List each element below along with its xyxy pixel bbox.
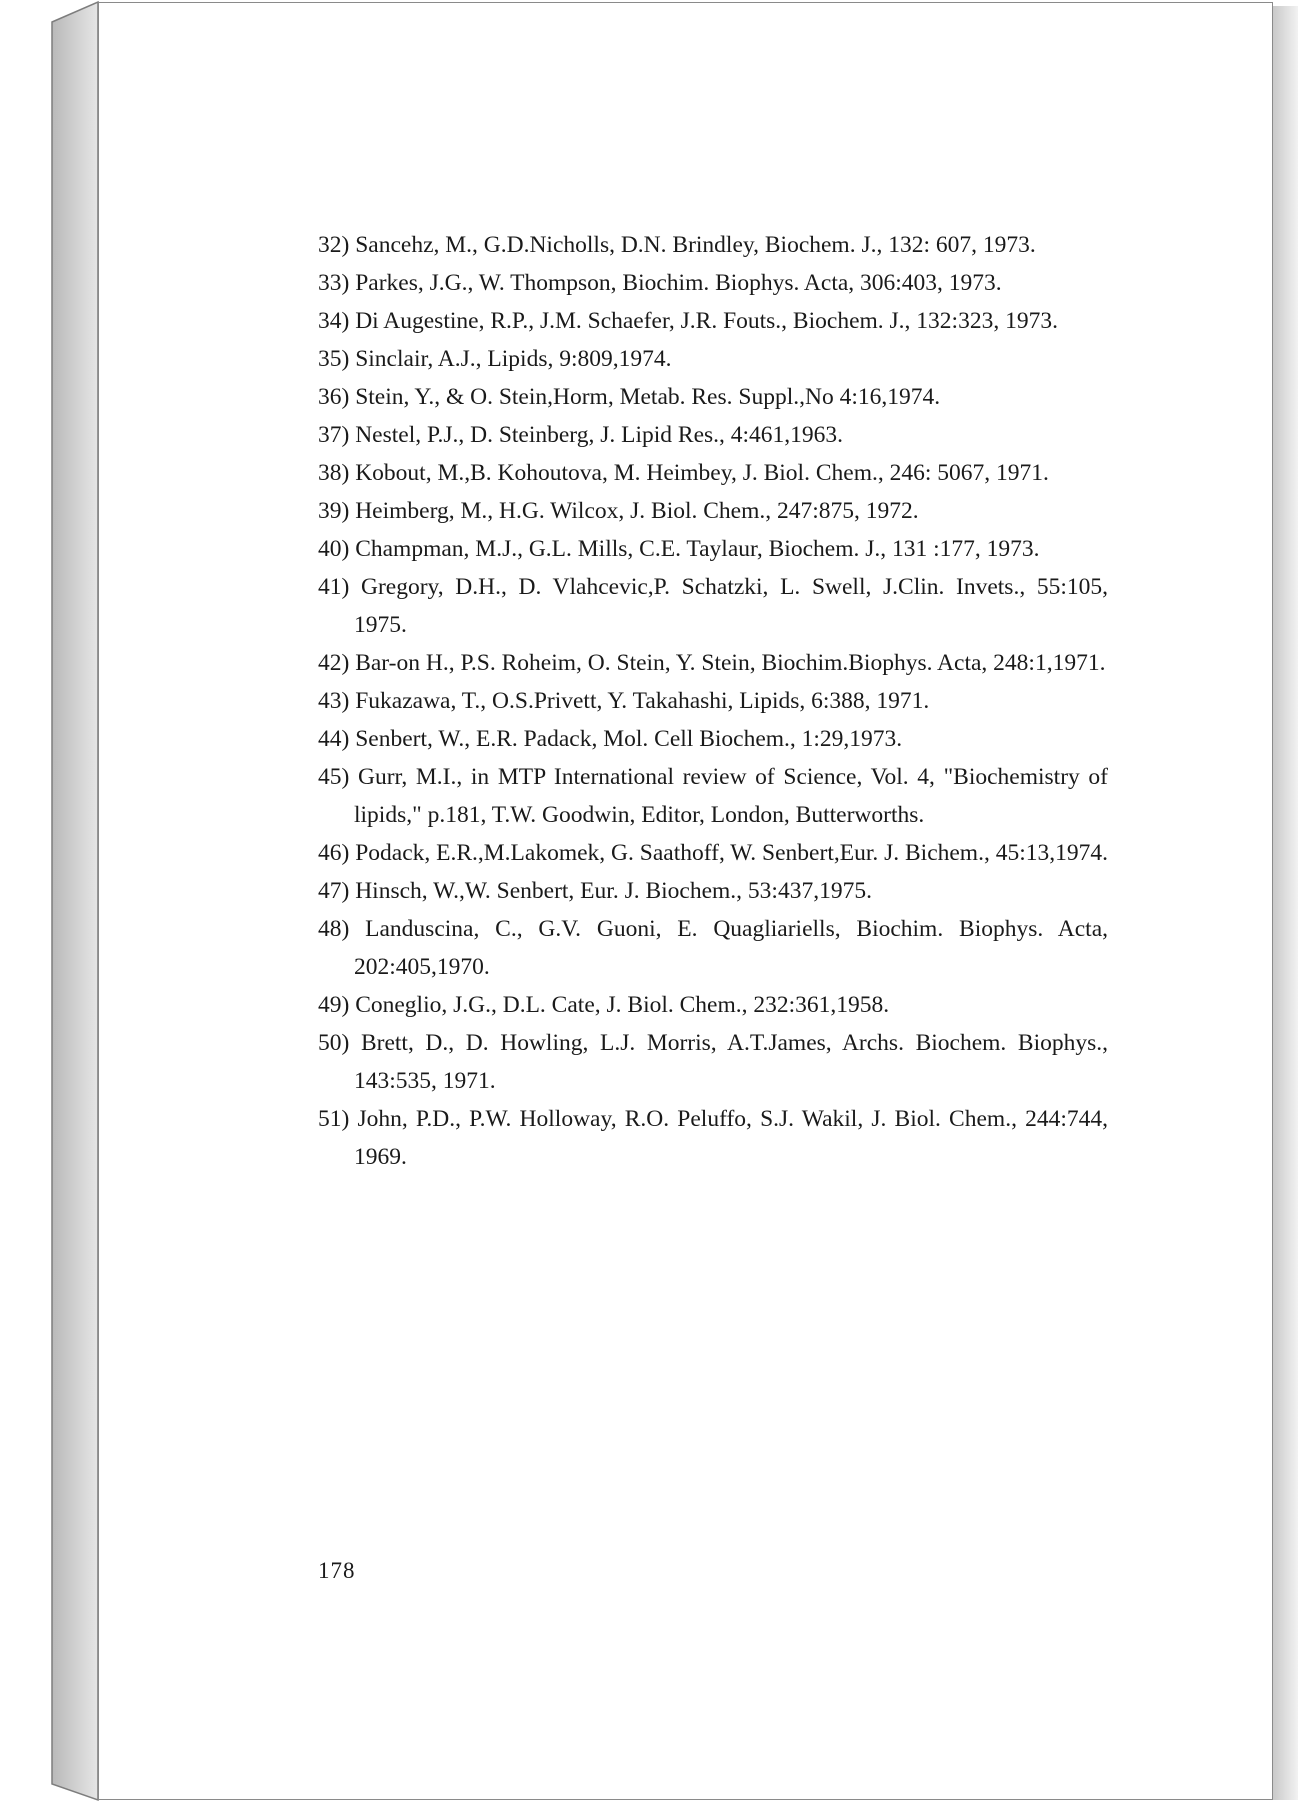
reference-item	[318, 378, 1108, 416]
reference-text: Fukazawa, T., O.S.Privett, Y. Takahashi, Lipids, 6:388, 1971.	[355, 688, 930, 714]
reference-item	[318, 492, 1108, 530]
reference-item	[318, 872, 1108, 910]
reference-item	[318, 568, 1108, 644]
reference-text: Coneglio, J.G., D.L. Cate, J. Biol. Chem., 232:361,1958.	[355, 992, 890, 1018]
reference-item	[318, 682, 1108, 720]
reference-item	[318, 644, 1108, 682]
reference-item	[318, 910, 1108, 986]
reference-text: Gregory, D.H., D. Vlahcevic,P. Schatzki, L. Swell, J.Clin. Invets., 55:105, 1975.	[354, 574, 1108, 638]
reference-text: Heimberg, M., H.G. Wilcox, J. Biol. Chem., 247:875, 1972.	[355, 498, 919, 524]
reference-text: Senbert, W., E.R. Padack, Mol. Cell Biochem., 1:29,1973.	[355, 726, 903, 752]
reference-number: 43)	[318, 688, 356, 714]
reference-number: 40)	[318, 536, 356, 562]
reference-text: Nestel, P.J., D. Steinberg, J. Lipid Res., 4:461,1963.	[355, 422, 844, 448]
reference-text: Bar-on H., P.S. Roheim, O. Stein, Y. Stein, Biochim.Biophys. Acta, 248:1,1971.	[355, 650, 1106, 676]
reference-number: 41)	[318, 574, 361, 600]
page-edge-shadow	[1273, 6, 1298, 1800]
reference-text: Landuscina, C., G.V. Guoni, E. Quagliariells, Biochim. Biophys. Acta, 202:405,1970.	[354, 916, 1108, 980]
reference-text: John, P.D., P.W. Holloway, R.O. Peluffo, S.J. Wakil, J. Biol. Chem., 244:744, 1969.	[354, 1106, 1109, 1170]
reference-number: 49)	[318, 992, 356, 1018]
reference-number: 46)	[318, 840, 356, 866]
reference-text: Di Augestine, R.P., J.M. Schaefer, J.R. Fouts., Biochem. J., 132:323, 1973.	[355, 308, 1058, 334]
reference-number: 36)	[318, 384, 356, 410]
reference-number: 38)	[318, 460, 356, 486]
reference-text: Stein, Y., & O. Stein,Horm, Metab. Res. Suppl.,No 4:16,1974.	[355, 384, 941, 410]
reference-text: Parkes, J.G., W. Thompson, Biochim. Biophys. Acta, 306:403, 1973.	[355, 270, 1002, 296]
reference-number: 44)	[318, 726, 356, 752]
reference-number: 42)	[318, 650, 356, 676]
reference-item	[318, 1024, 1108, 1100]
reference-item	[318, 264, 1108, 302]
reference-text: Kobout, M.,B. Kohoutova, M. Heimbey, J. Biol. Chem., 246: 5067, 1971.	[355, 460, 1049, 486]
reference-number: 48)	[318, 916, 366, 942]
reference-number: 35)	[318, 346, 356, 372]
reference-item	[318, 226, 1108, 264]
reference-text: Gurr, M.I., in MTP International review of Science, Vol. 4, "Biochemistry of lipids," p.181, T.W. Goodwin, Editor, London, Butterworths.	[354, 764, 1108, 828]
reference-number: 51)	[318, 1106, 358, 1132]
reference-item	[318, 1100, 1108, 1176]
reference-number: 50)	[318, 1030, 361, 1056]
reference-item	[318, 454, 1108, 492]
reference-item	[318, 758, 1108, 834]
reference-item	[318, 834, 1108, 872]
reference-item	[318, 302, 1108, 340]
reference-number: 45)	[318, 764, 358, 790]
reference-text: Sancehz, M., G.D.Nicholls, D.N. Brindley, Biochem. J., 132: 607, 1973.	[355, 232, 1036, 258]
reference-item	[318, 986, 1108, 1024]
reference-number: 39)	[318, 498, 356, 524]
reference-text: Brett, D., D. Howling, L.J. Morris, A.T.James, Archs. Biochem. Biophys., 143:535, 1971.	[354, 1030, 1109, 1094]
reference-text: Champman, M.J., G.L. Mills, C.E. Taylaur, Biochem. J., 131 :177, 1973.	[355, 536, 1040, 562]
page-number: 178	[318, 1558, 356, 1583]
reference-number: 32)	[318, 232, 356, 258]
reference-number: 33)	[318, 270, 356, 296]
reference-number: 37)	[318, 422, 356, 448]
reference-item	[318, 720, 1108, 758]
reference-text: Sinclair, A.J., Lipids, 9:809,1974.	[355, 346, 672, 372]
reference-item	[318, 340, 1108, 378]
reference-number: 34)	[318, 308, 356, 334]
reference-text: Podack, E.R.,M.Lakomek, G. Saathoff, W. Senbert,Eur. J. Bichem., 45:13,1974.	[355, 840, 1108, 866]
reference-item	[318, 530, 1108, 568]
reference-list	[318, 226, 1108, 1176]
reference-item	[318, 416, 1108, 454]
reference-number: 47)	[318, 878, 356, 904]
reference-text: Hinsch, W.,W. Senbert, Eur. J. Biochem., 53:437,1975.	[355, 878, 872, 904]
